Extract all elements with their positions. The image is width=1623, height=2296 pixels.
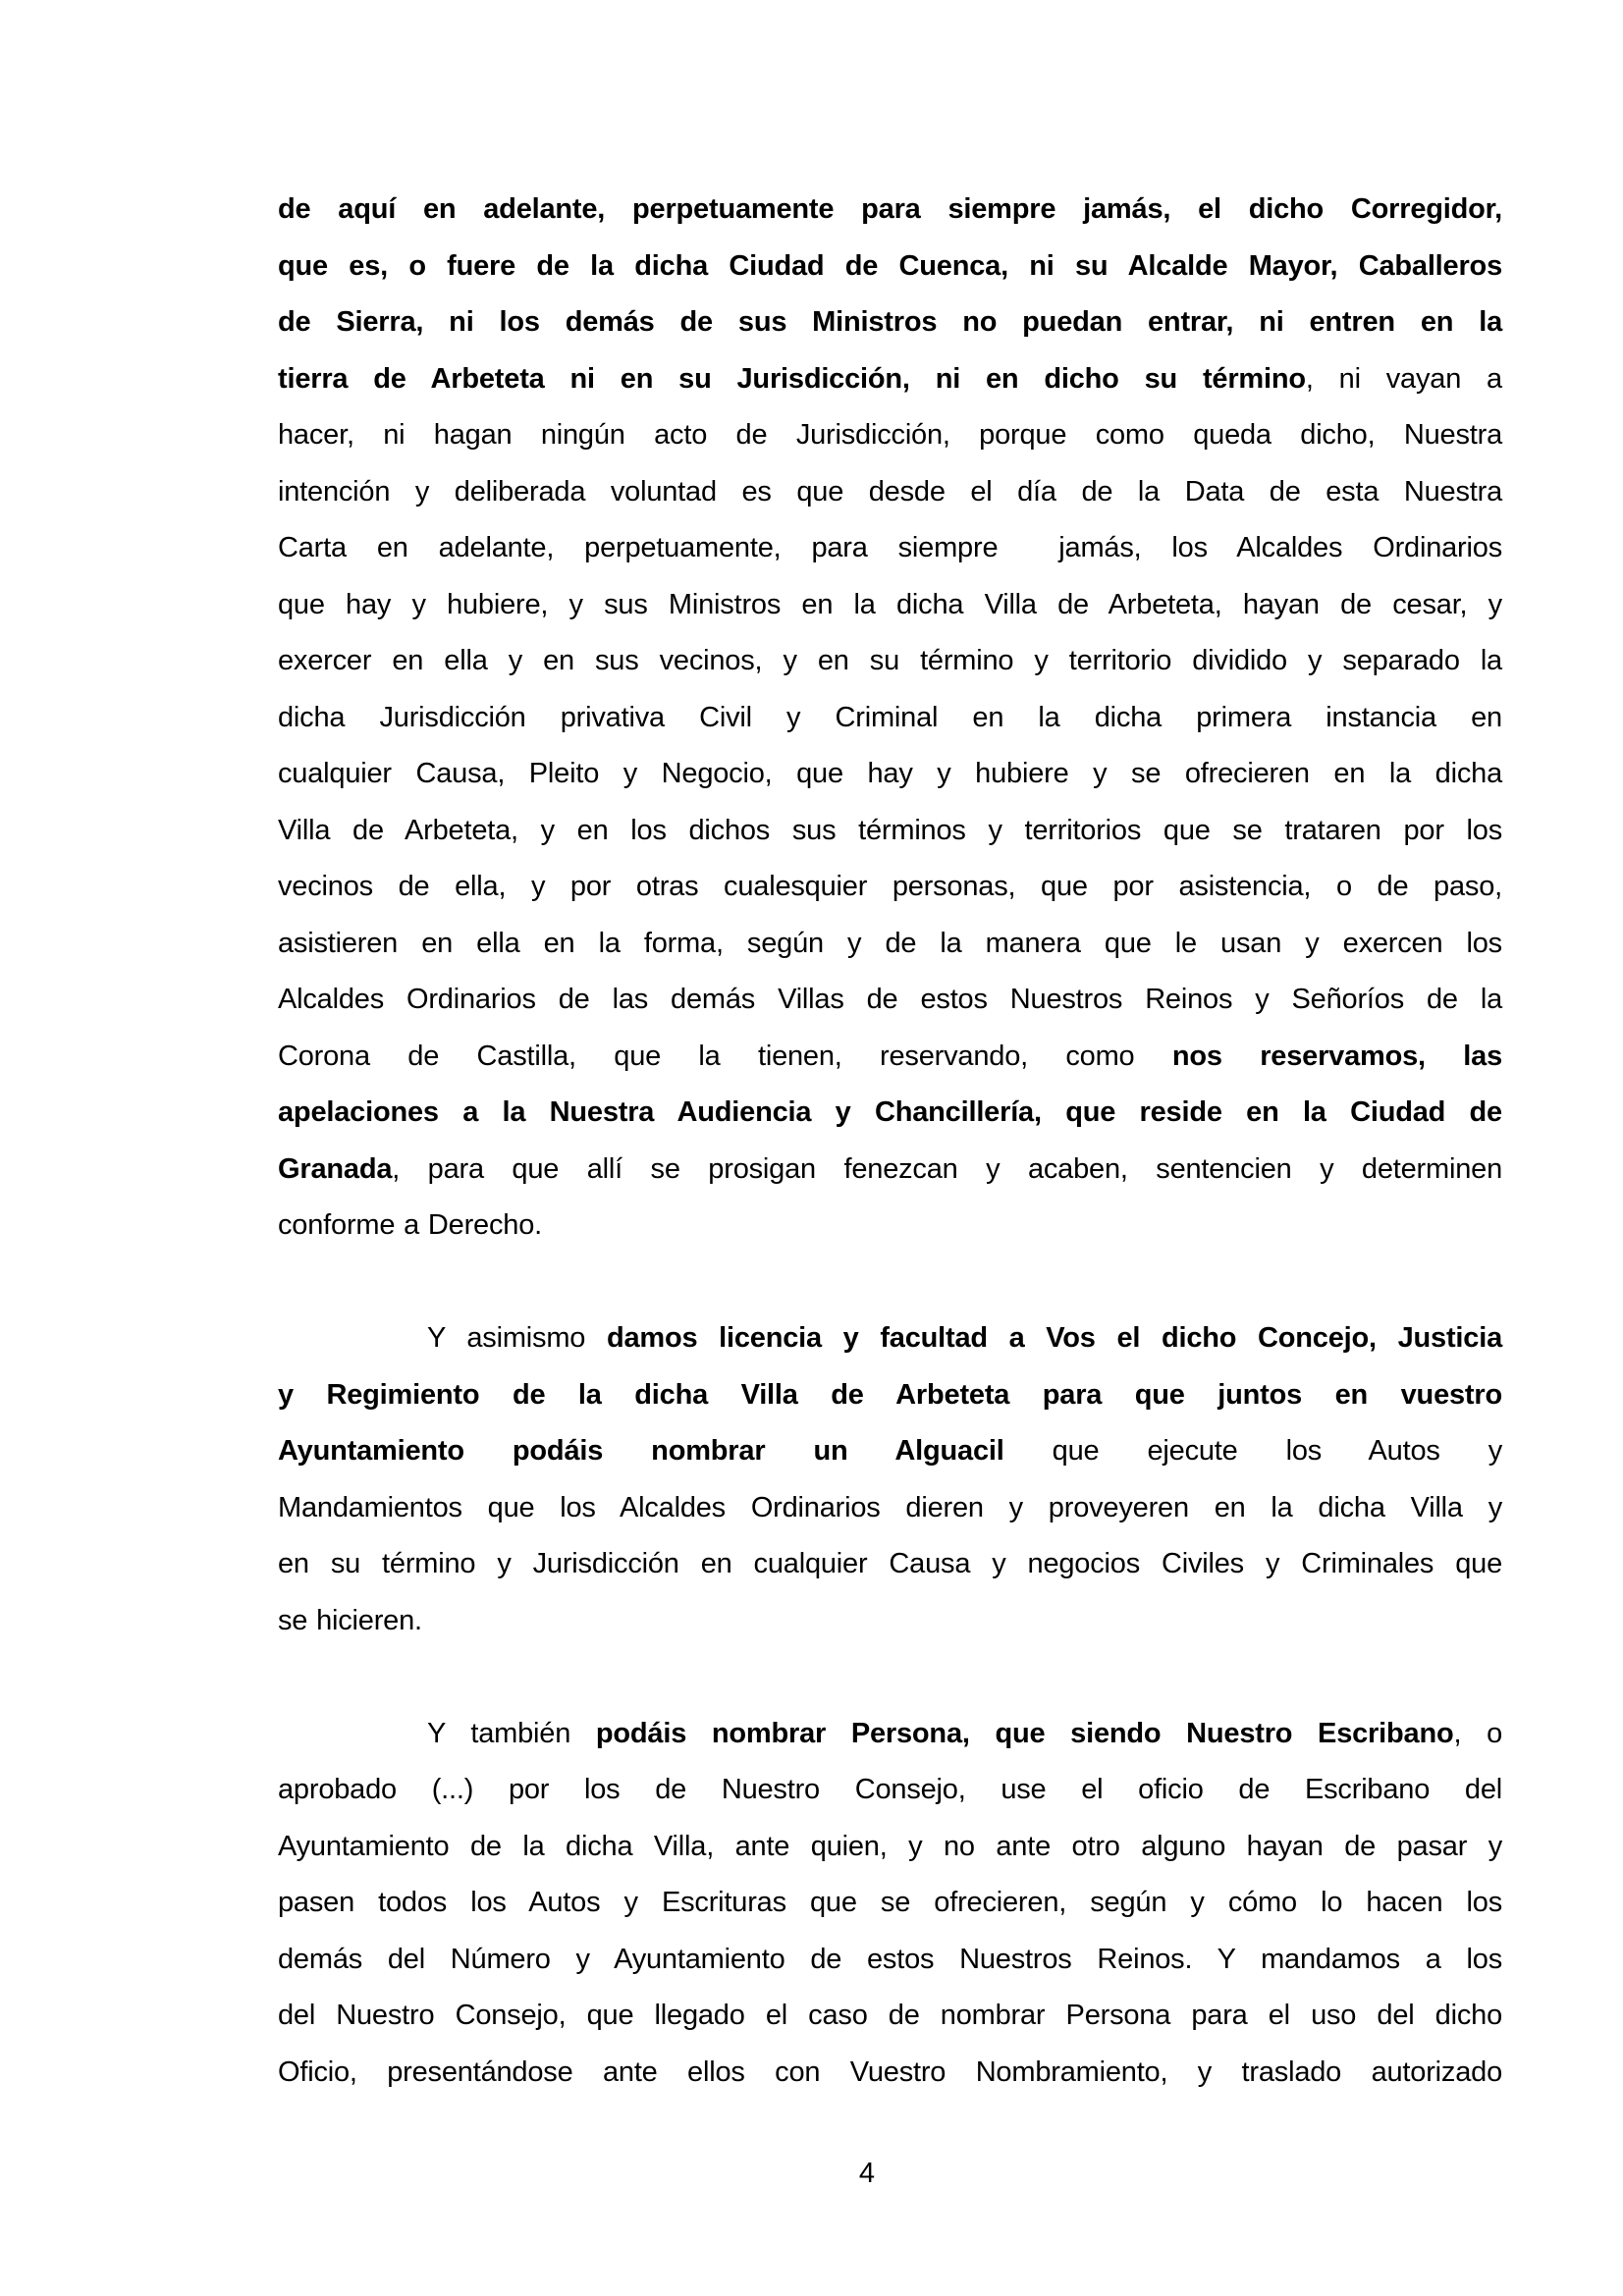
- text-run: cualquier Causa, Pleito y Negocio, que hay y hubiere y se ofrecieren en la dicha: [278, 758, 1502, 789]
- text-line: [278, 1480, 1502, 1537]
- text-line: [278, 1875, 1502, 1932]
- text-line: [278, 239, 1502, 295]
- text-line: [278, 859, 1502, 916]
- text-run: Mandamientos que los Alcaldes Ordinarios dieren y proveyeren en la dicha Villa y: [278, 1491, 1502, 1523]
- bold-text-run: nos reservamos, las: [1171, 1040, 1502, 1072]
- text-line: [278, 1932, 1502, 1989]
- text-run: Alcaldes Ordinarios de las demás Villas de estos Nuestros Reinos y Señoríos de la: [278, 984, 1502, 1015]
- text-line: [278, 1593, 1502, 1650]
- bold-text-run: damos licencia y facultad a Vos el dicho Concejo, Justicia: [606, 1322, 1502, 1354]
- text-line: [278, 182, 1502, 239]
- document-body: [278, 182, 1502, 2101]
- text-run: vecinos de ella, y por otras cualesquier personas, que por asistencia, o de paso,: [278, 871, 1502, 902]
- paragraph: [278, 1706, 1502, 2102]
- text-line: [278, 690, 1502, 747]
- text-run: , ni vayan a: [1305, 362, 1502, 395]
- text-line: [278, 1198, 1502, 1255]
- bold-text-run: que es, o fuere de la dicha Ciudad de Cuenca, ni su Alcalde Mayor, Caballeros: [278, 249, 1502, 282]
- text-run: , para que allí se prosigan fenezcan y acaben, sentencien y determinen: [392, 1152, 1502, 1185]
- text-line: [278, 2045, 1502, 2102]
- text-line: [278, 633, 1502, 690]
- text-line: [278, 746, 1502, 803]
- text-run: en su término y Jurisdicción en cualquier Causa y negocios Civiles y Criminales que: [278, 1548, 1502, 1579]
- text-run: Carta en adelante, perpetuamente, para siempre jamás, los Alcaldes Ordinarios: [278, 532, 1502, 563]
- bold-text-run: de Sierra, ni los demás de sus Ministros no puedan entrar, ni entren en la: [278, 306, 1502, 338]
- text-run: intención y deliberada voluntad es que desde el día de la Data de esta Nuestra: [278, 475, 1502, 507]
- text-line: [278, 1819, 1502, 1876]
- text-line: [278, 1423, 1502, 1480]
- text-run: pasen todos los Autos y Escrituras que se ofrecieren, según y cómo lo hacen los: [278, 1887, 1502, 1918]
- text-run: Villa de Arbeteta, y en los dichos sus términos y territorios que se trataren por los: [278, 814, 1502, 846]
- text-run: exercer en ella y en sus vecinos, y en su término y territorio dividido y separado la: [278, 645, 1502, 676]
- text-line: [278, 803, 1502, 860]
- text-line: [278, 1029, 1502, 1086]
- text-run: Oficio, presentándose ante ellos con Vuestro Nombramiento, y traslado autorizado: [278, 2056, 1502, 2088]
- text-run: hacer, ni hagan ningún acto de Jurisdicción, porque como queda dicho, Nuestra: [278, 419, 1502, 451]
- page-number: 4: [858, 2158, 876, 2189]
- text-run: demás del Número y Ayuntamiento de estos Nuestros Reinos. Y mandamos a los: [278, 1943, 1502, 1975]
- text-line: [278, 577, 1502, 634]
- bold-text-run: Ayuntamiento podáis nombrar un Alguacil: [278, 1435, 1004, 1467]
- text-line: [278, 520, 1502, 577]
- text-line: [278, 351, 1502, 408]
- text-run: conforme a Derecho.: [278, 1209, 542, 1241]
- bold-text-run: tierra de Arbeteta ni en su Jurisdicción, ni en dicho su término: [278, 362, 1306, 395]
- text-run: Corona de Castilla, que la tienen, reservando, como: [278, 1040, 1172, 1072]
- text-run: asistieren en ella en la forma, según y de la manera que le usan y exercen los: [278, 927, 1502, 959]
- text-run: Y también: [427, 1717, 596, 1749]
- text-line: [278, 1762, 1502, 1819]
- paragraph: [278, 182, 1502, 1255]
- text-line: [278, 972, 1502, 1029]
- bold-text-run: y Regimiento de la dicha Villa de Arbeteta para que juntos en vuestro: [278, 1378, 1502, 1411]
- text-line: [278, 1085, 1502, 1142]
- text-line: [278, 1367, 1502, 1424]
- bold-text-run: podáis nombrar Persona, que siendo Nuestro Escribano: [595, 1717, 1454, 1749]
- text-line: [278, 294, 1502, 351]
- bold-text-run: Granada: [278, 1152, 393, 1185]
- text-run: se hicieren.: [278, 1604, 422, 1636]
- text-line: [278, 1536, 1502, 1593]
- text-run: que hay y hubiere, y sus Ministros en la dicha Villa de Arbeteta, hayan de cesar, y: [278, 588, 1502, 620]
- text-run: dicha Jurisdicción privativa Civil y Criminal en la dicha primera instancia en: [278, 701, 1502, 733]
- text-line: [278, 1706, 1502, 1763]
- bold-text-run: de aquí en adelante, perpetuamente para siempre jamás, el dicho Corregidor,: [278, 193, 1502, 225]
- text-line: [278, 916, 1502, 973]
- text-run: Ayuntamiento de la dicha Villa, ante quien, y no ante otro alguno hayan de pasar y: [278, 1830, 1502, 1862]
- text-run: , o: [1453, 1717, 1503, 1749]
- text-run: aprobado (...) por los de Nuestro Consejo, use el oficio de Escribano del: [278, 1774, 1502, 1805]
- paragraph: [278, 1310, 1502, 1649]
- text-line: [278, 407, 1502, 464]
- text-run: Y asimismo: [427, 1322, 607, 1354]
- text-line: [278, 1142, 1502, 1199]
- text-run: del Nuestro Consejo, que llegado el caso de nombrar Persona para el uso del dicho: [278, 2000, 1502, 2031]
- page-footer: [278, 2146, 1456, 2203]
- bold-text-run: apelaciones a la Nuestra Audiencia y Chancillería, que reside en la Ciudad de: [278, 1096, 1502, 1128]
- text-line: [278, 1988, 1502, 2045]
- text-line: [278, 464, 1502, 521]
- text-run: que ejecute los Autos y: [1003, 1435, 1502, 1467]
- text-line: [278, 1310, 1502, 1367]
